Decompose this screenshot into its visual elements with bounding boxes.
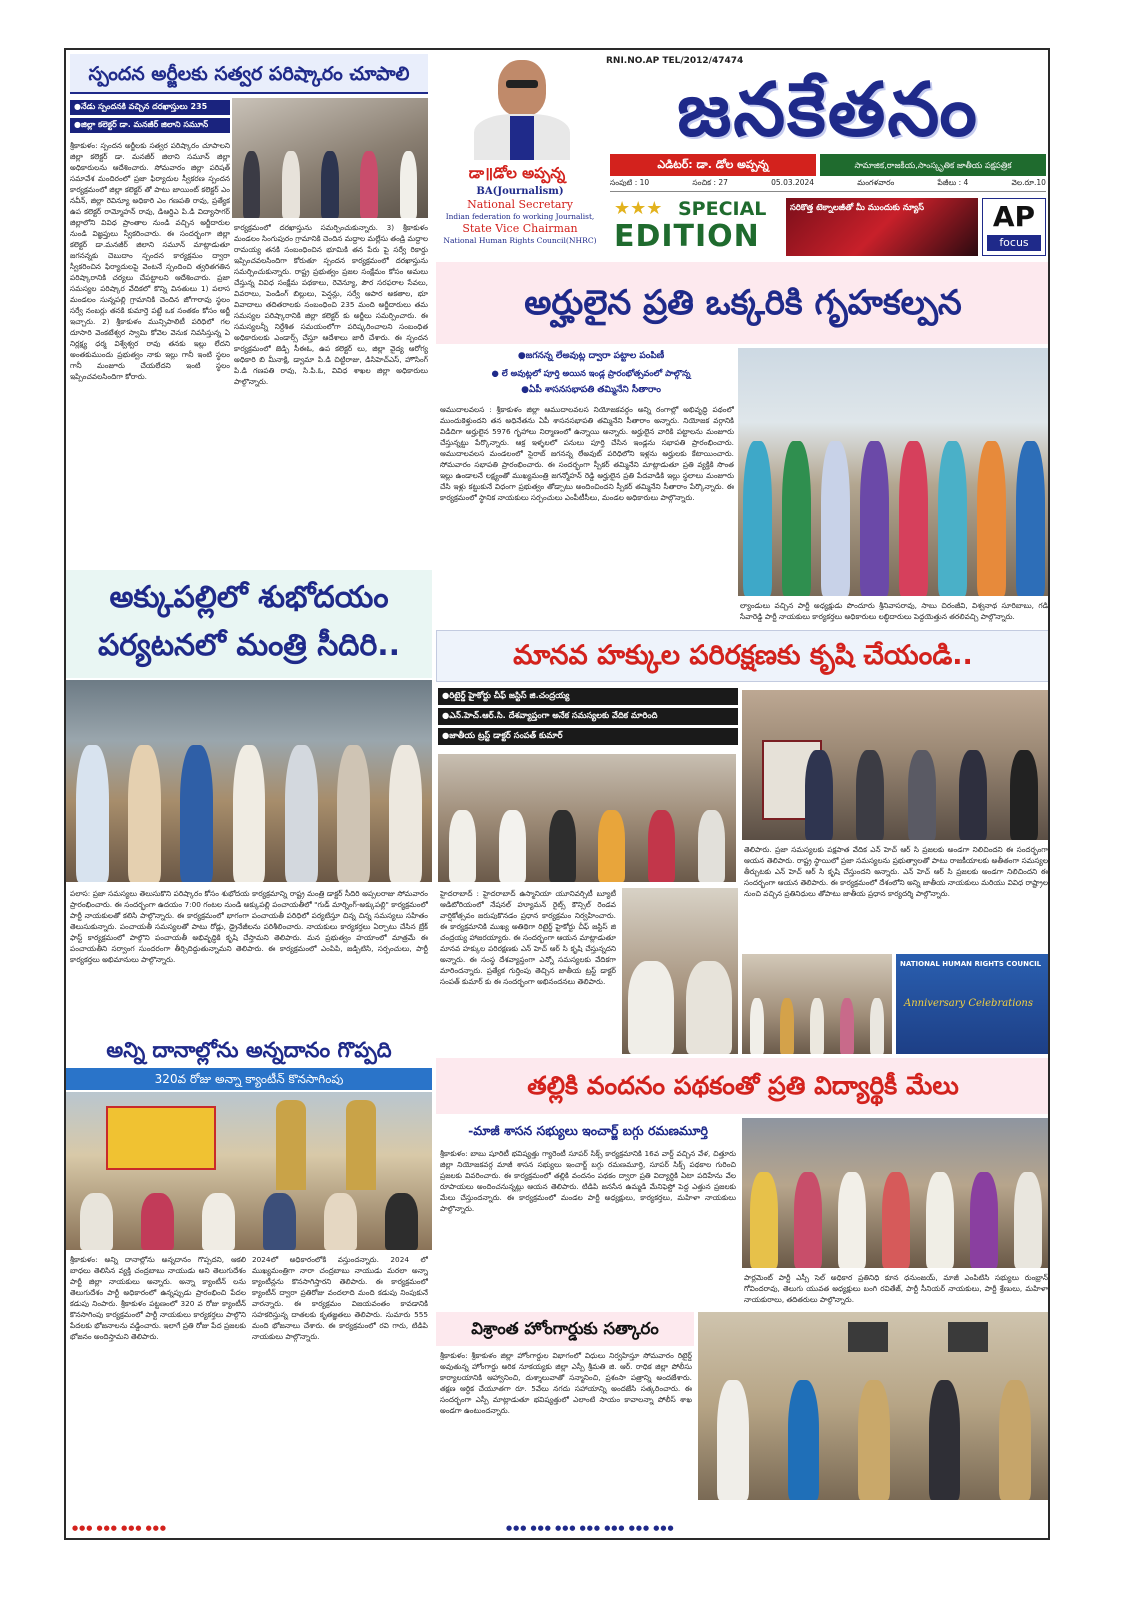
spandana-headline: స్పందన అర్జీలకు సత్వర పరిష్కారం చూపాలి — [88, 63, 410, 85]
news-ad-banner — [786, 198, 978, 256]
meta-day: మంగళవారం — [857, 178, 895, 187]
housing-caption: ల్యాండులు వచ్చిన పార్టీ అధ్యక్షుడు పొందూరు శ్రీనివాసరావు, సాబు చిరంజీవి, విశ్వనాథ సూరిబాబు, గడి సేవారెడ్డి పార్టీ నాయకులు కార్యకర్తలు అధికారులు లబ్ధిదారులు పెద్దయెత్తున తరలివచ్చి పాల్గొన్నారు. — [740, 601, 1048, 621]
homeguard-body: శ్రీకాకుళం: శ్రీకాకుళం జిల్లా హోంగార్డుల విభాగంలో విధులు నిర్వహిస్తూ సోమవారం రిటైర్డ్ అవుతున్న హోంగార్డు అరిక నూకయ్యకు జిల్లా ఎస్పీ శ్రీమతి జి. ఆర్. రాధిక జిల్లా పోలీసు కార్యాలయానికి ఆహ్వానించి, దుశ్శాలువాతో సన్మానించి, ప్రశంసా పత్రాన్ని అందజేశారు. తక్షణ ఆర్థిక చేయూతగా రూ. 5వేలు నగదు సహాయాన్ని అందజేసి సత్కరించారు. ఈ సందర్భంగా ఎస్పీ మాట్లాడుతూ భవిష్యత్తులో ఎలాంటి సాయం కావాలన్నా పోలీస్ శాఖ అండగా ఉంటుందన్నారు. — [440, 1351, 692, 1415]
credential-nhrc: National Human Rights Council(NHRC) — [443, 236, 597, 245]
annadanam-subhead: 320వ రోజు అన్నా క్యాంటీన్ కొనసాగింపు — [66, 1068, 432, 1090]
housing-photo — [738, 348, 1050, 596]
editor-name-tag: డా॥డోల అప్పన్న — [442, 162, 592, 184]
credential-secretary: National Secretary — [467, 198, 573, 211]
annadanam-headline: అన్ని దానాల్లోను అన్నదానం గొప్పది — [106, 1038, 392, 1062]
editor-bar: ఎడిటర్: డా. డోల అప్పన్న — [610, 154, 816, 176]
housing-headline: అర్హులైన ప్రతి ఒక్కరికి గృహకల్పన — [524, 283, 962, 323]
credential-federation: Indian federation fo working Journalist, — [445, 212, 595, 221]
newspaper-page — [64, 48, 1050, 1540]
homeguard-headline-bar — [436, 1312, 694, 1346]
thalliki-byline: -మాజీ శాసన సభ్యులు ఇంచార్జ్ బగ్గు రమణమూర్తి — [468, 1123, 708, 1138]
editor-credentials — [438, 186, 602, 258]
edition-line2: EDITION — [614, 219, 760, 254]
ap-focus-logo — [982, 198, 1046, 256]
spandana-bullet-1: ●నేడు స్పందనకి వచ్చిన దరఖాస్తులు 235 — [70, 100, 230, 115]
hr-banner-sub: Anniversary Celebrations — [904, 998, 1033, 1009]
ap-logo-sub: focus — [987, 235, 1041, 251]
meta-issue: సంచిక : 27 — [692, 178, 728, 187]
edition-stars: ★★★ — [614, 198, 663, 219]
thalliki-photo — [742, 1118, 1050, 1268]
housing-bullet-3: ●ఏపీ శాసనసభాపతి తమ్మినేని సీతారాం — [521, 385, 661, 395]
color-registration-dots-right: ●●● ●●● ●●● ●●● ●●● ●●● ●●● — [506, 1524, 675, 1532]
meta-price: వెల.రూ.10 — [1011, 178, 1046, 187]
meta-volume: సంపుటి : 10 — [610, 178, 650, 187]
human-rights-headline-bar — [436, 630, 1050, 682]
spandana-body-col1: శ్రీకాకుళం: స్పందన అర్జీలకు సత్వర పరిష్కారం చూపాలని జిల్లా కలెక్టర్ డా. మనజీర్ జిలాని సమూన్ జిల్లా అధికారులను ఆదేశించారు. సోమవారం జిల్లా పరిషత్ సమావేశ మందిరంలో ప్రజా ఫిర్యాదుల స్వీకరణ స్పందన కార్యక్రమంలో జిల్లా కలెక్టర్ తో పాటు జాయింట్ కలెక్టర్ ఎం నవీన్, జిల్లా రెవిన్యూ అధికారి ఎం గణపతి రావు, ప్రత్యేక ఉప కలెక్టర్ రామ్మోహన్ రావు, డిఆర్డిఎ పి.డి విద్యాసాగర్ జిల్లాలోని వివిధ ప్రాంతాల నుండి వచ్చిన అర్జీదారుల నుండి విజ్ఞప్తులు స్వీకరించారు. ఈ సందర్భంగా జిల్లా కలెక్టర్ డా.మనజీర్ జిలాని సమూన్ మాట్లాడుతూ జగనన్నకు చెబుదాం స్పందన కార్యక్రమం ద్వారా స్వీకరించిన ఫిర్యాదులపై వెంటనే స్పందించి త్వరితగతిన పరిష్కారానికి చర్యలు చేపట్టాలని ఆదేశించారు. ప్రజా సమస్యల పరిష్కార వేదికలో కొన్ని వినతులు 1) పలాస మండలం సున్నపల్లి గ్రామానికి చెందిన జోగారావు స్థలం సర్వే నంబర్లు తనకి కుమార్తె పట్టే ఒక సంతకం కోసం అర్జీ ఇచ్చారు. 2) శ్రీకాకుళం మున్సిపాలిటీ పరిధిలో గల దూసారి వెంకటేశ్వర స్వామి కోవెల వెనుక నివసిస్తున్న ఏ నిర్లక్ష్య ధర్మ విశ్వేశ్వర రావు తనకు ఇల్లు లేదని అంతకుముందు ప్రభుత్వం నాకు ఇల్లు గానీ ఇంటి స్థలం గానీ మంజూరు చేయలేదని ఇంటి స్థలం ఇప్పించవలసిందిగా కోరారు. — [70, 141, 230, 381]
housing-headline-bar — [436, 262, 1050, 344]
spandana-bullets — [70, 100, 230, 136]
hr-stage-photo — [742, 690, 1050, 840]
ap-logo-text: AP — [992, 200, 1036, 233]
tagline-bar: సామాజిక,రాజకీయ,సాంస్కృతిక జాతీయ పక్షపత్రిక — [820, 154, 1046, 176]
edition-line1: SPECIAL — [678, 198, 767, 220]
meta-date: 05.03.2024 — [771, 178, 815, 187]
spandana-body-col2: కార్యక్రమంలో దరఖాస్తును సమర్పించుకున్నారు. 3) శ్రీకాకుళం మండలం సింగుపురం గ్రామానికి చెందిన మద్దాల మల్లేసు తండ్రి మద్దాల రామయ్య తనకి సంబంధించిన భూమికి తన పేరు పై సర్వే రికార్డు ఇప్పించవలసిందిగా కోరుతూ స్పందన కార్యక్రమంలో దరఖాస్తును సమర్పించుకున్నారు. రాష్ట్ర ప్రభుత్వం ప్రజల సంక్షేమం కోసం అమలు చేస్తున్న వివిధ సంక్షేమ పథకాలు, రెవెన్యూ, పౌర సరఫరాల సేవలు, వివరాలు, పెండింగ్ బిల్లులు, పెన్షన్లు, సర్వే ఆపార అకతాల, భూ వివాదాలు తదితరాలకు సంబంధించి 235 మంది అర్జీదారులు తమ సమస్యల పరిష్కారానికి జిల్లా కలెక్టర్ కు అర్జీలు సమర్పించారు. ఈ సమస్యలన్నీ నిర్దేశిత సమయంలోగా పరిష్కరించాలని సంబంధిత అధికారులకు ఎండార్స్ చేస్తూ ఆదేశాలు జారీ చేశారు. ఈ స్పందన కార్యక్రమంలో జెడ్పి సీఈఓ, ఉప కలెక్టర్ లు, జిల్లా వైద్య ఆరోగ్య అధికారి బి మీనాక్షి, డ్వామా పి.డి చిట్టిరాజు, డిసిహెచ్ఎస్, హౌసింగ్ పి.డి గణపతి రావు, సి.పి.ఓ, వివిధ శాఖల జిల్లా అధికారులు పాల్గొన్నారు. — [234, 223, 428, 386]
annadanam-body-col2: 2024లో అధికారంలోకి వస్తుందన్నారు. 2024 లో ముఖ్యమంత్రిగా నారా చంద్రబాబు నాయుడు మరలా అన్నా క్యాంటీన్లను కొనసాగిస్తారని తెలిపారు. ఈ కార్యక్రమంలో క్యాంటీన్ ద్వారా ప్రతిరోజు వందలాది మంది కడుపు నింపుకునే వారన్నారు. ఈ కార్యక్రమం విజయవంతం కావడానికి సహకరిస్తున్న దాతలకు కృతజ్ఞతలు తెలిపారు. సుమారు 555 మంది భోజనాలు చేశారు. ఈ కార్యక్రమంలో రవి గారు, టిడిపి నాయకులు పాల్గొన్నారు. — [252, 1255, 428, 1341]
hr-small-photo-1 — [742, 954, 892, 1054]
issue-meta-row — [610, 178, 1046, 192]
hr-body-right: తెలిపారు. ప్రజా సమస్యలకు పక్షపాత వేదిక ఎన్ హెచ్ ఆర్ సి ప్రజలకు అండగా నిలిచిందని ఈ సందర్భంగా ఆయన తెలిపారు. రాష్ట్ర స్థాయిలో ప్రజా సమస్యలను ప్రభుత్వాలతో పాటు రాజకీయాలకు అతీతంగా సమస్యల తీర్చుటకు ఎన్ హెచ్ ఆర్ సి కృషి చేస్తుందని అన్నారు. ఎన్ హెచ్ ఆర్ సి ప్రజలకు అండగా నిలిచిందని ఈ సందర్భంగా ఆయన తెలిపారు. ఈ కార్యక్రమంలో దేశంలోని అన్ని జాతీయ నాయకులు మరియు వివిధ రాష్ట్రాల నుంచి వచ్చిన ప్రతినిధులు తోపాటు జాతీయ ప్రధాన కార్యదర్శి పాల్గొన్నారు. — [744, 845, 1048, 898]
thalliki-headline-bar — [436, 1058, 1050, 1114]
thalliki-body: శ్రీకాకుళం: బాబు షూరిటీ భవిష్యత్తు గ్యారెంటీ సూపర్ సిక్స్ కార్యక్రమానికి 16వ వార్డ్ వచ్చిన వేళ, చిత్తూరు జిల్లా నియోజకవర్గ మాజీ శాసన సభ్యులు ఇంచార్జ్ బగ్గు రమణమూర్తి, సూపర్ సిక్స్ పథకాల గురించి ప్రజలకు వివరించారు. ఈ కార్యక్రమంలో తల్లికి వందనం పథకం ద్వారా ప్రతి విద్యార్థికి ఏటా పదిహేను వేల రూపాయలు అందించనున్నట్లు ఆయన తెలిపారు. టిడిపి జనసేన ఉమ్మడి మేనిఫెస్టో పెద్ద ఎత్తున ప్రజలకు మేలు చేస్తుందన్నారు. ఈ కార్యక్రమంలో మండల పార్టీ అధ్యక్షులు, కార్యకర్తలు, మహిళా నాయకులు పాల్గొన్నారు. — [440, 1149, 736, 1213]
hr-bullet-3: ●జాతీయ ట్రస్ట్ డాక్టర్ సంపత్ కుమార్ — [438, 728, 738, 745]
homeguard-headline: విశ్రాంత హోంగార్డుకు సత్కారం — [471, 1319, 659, 1338]
spandana-headline-bar — [70, 54, 428, 94]
spandana-photo — [232, 98, 428, 218]
housing-bullet-2: ● లే అవుట్లలో పూర్తి అయిన ఇండ్ల ప్రారంభోత్సవంలో పాల్గొన్న — [491, 368, 691, 378]
akkupalli-headline-line1: అక్కుపల్లిలో శుభోదయం — [109, 580, 389, 615]
akkupalli-headline-line2: పర్యటనలో మంత్రి సీదిరి.. — [97, 628, 401, 663]
akkupalli-body: పలాస: ప్రజా సమస్యలు తెలుసుకొని పరిష్కారం కోసం శుభోదయ కార్యక్రమాన్ని రాష్ట్ర మంత్రి డాక్టర్ సీదిరి అప్పలరాజు సోమవారం ప్రారంభించారు. ఈ సందర్భంగా ఉదయం 7:00 గంటల నుండి అక్కుపల్లి పంచాయతీలో "గుడ్ మార్నింగ్-అక్కుపల్లి" కార్యక్రమంలో పార్టీ నాయకులతో కలిసి పాల్గొన్నారు. ఈ కార్యక్రమంలో భాగంగా పంచాయతీ పరిధిలో పర్యటిస్తూ చిన్న చిన్న సమస్యలు సహితం తెలుసుకున్నారు. పంచాయతీ సమస్యలతో పాటు రోడ్లు, డ్రైనేజీలను పరిశీలించారు. నాయకులు కార్యకర్తలు ఏర్పాటు చేసిన బ్రేక్ ఫాస్ట్ కార్యక్రమంలో పాల్గొని పంచాయతీ అభివృద్ధికి కృషి చేస్తామని తెలిపారు. మన ప్రభుత్వం హయాంలో మాత్రమే ఈ పంచాయతీని సర్వాంగ సుందరంగా తీర్చిదిద్దుతున్నామని తెలిపారు. ఈ కార్యక్రమంలో ఎంపిపి, జడ్పిటిసి, సర్పంచులు, పార్టీ కార్యకర్తలు అభిమానులు పాల్గొన్నారు. — [70, 889, 428, 964]
hr-audience-photo — [438, 754, 736, 882]
masthead-title: జనకేతనం — [677, 67, 979, 153]
housing-body: ఆముదాలవలస : శ్రీకాకుళం జిల్లా ఆముదాలవలస నియోజకవర్గం అన్ని రంగాల్లో అభివృద్ధి పథంలో ముందుకెళ్తుందని తన అధినేతను ఏపీ శాసనసభాపతి తమ్మినేని సీతారాం అన్నారు. నియోజక వర్గానికి విడిదిగా అర్హులైన 5976 గృహాలు నిర్మాణంలో ఉన్నాయి అన్నారు. అర్హులైన వారికి పట్టాలను మంజూరు చేస్తున్నట్టు పేర్కొన్నారు. ఆక్ర ఇళ్ళలలో పనులు పూర్తి చేసిన ఇండ్లను సభాపతి ప్రారంభించారు. ఆముదాలవలస మండలంలో సైరాబ్ జగనన్న లేఅవుట్ పరిధిలోని ఇళ్లను అర్హులకు కేటాయించారు. సోమవారం సభాపతి ప్రారంభించారు. ఈ సందర్భంగా స్పీకర్ తమ్మినేని మాట్లాడుతూ ప్రతి వ్యక్తికి సొంత ఇల్లు ఉండాలనే లక్ష్యంతో ముఖ్యమంత్రి జగన్మోహన్ రెడ్డి అర్హులైన ప్రతి పేదవాడికి ఇల్లు స్థలాలు మంజూరు చేసి ఇళ్లు కట్టుకునే విధంగా ప్రభుత్వం తోడ్పాటు అందించిందని స్పీకర్ తమ్మినేని సీతారాం పేర్కొన్నారు. ఈ కార్యక్రమంలో స్థానిక నాయకులు సర్పంచులు ఎంపీటీసీలు, మండల అధికారులు పాల్గొన్నారు. — [440, 405, 734, 502]
human-rights-bullets — [438, 688, 738, 748]
credential-vice-chairman: State Vice Chairman — [462, 222, 578, 235]
hr-banner-text: NATIONAL HUMAN RIGHTS COUNCIL — [900, 960, 1042, 968]
hr-group-photo — [622, 888, 738, 1054]
housing-bullets — [446, 348, 736, 400]
news-ad-text: సరికొత్త టెక్నాలజీతో మీ ముందుకు న్యూస్ — [790, 202, 925, 212]
akkupalli-headline-block — [66, 570, 432, 678]
rni-number: RNI.NO.AP TEL/2012/47474 — [606, 56, 744, 66]
housing-bullet-1: ●జగనన్న లేఅవుట్ల ద్వారా పట్టాల పంపిణీ — [517, 351, 665, 361]
credential-degree: BA(Journalism) — [476, 186, 564, 197]
annadanam-body-col1: శ్రీకాకుళం: అన్ని దానాల్లోను అన్నదానం గొప్పదని, ఆకలి బాధలు తెలిసిన వ్యక్తి చంద్రబాబు నాయుడు అని తెలుగుదేశం పార్టీ జిల్లా నాయకులు అన్నారు. అన్నా క్యాంటీన్ లను తెలుగుదేశం పార్టీ అధికారంలో ఉన్నప్పుడు ప్రారంభించి పేదల కడుపు నింపారు. శ్రీకాకుళం పట్టణంలో 320 వ రోజు క్యాంటీన్ కొనసాగింపు కార్యక్రమంలో పార్టీ నాయకులు కార్యకర్తలు పాల్గొని పేదలకు భోజనాలను వడ్డించారు. ఇలాగే ప్రతి రోజు పేద ప్రజలకు భోజనం అందిస్తామని తెలిపారు. — [70, 1255, 246, 1341]
masthead — [434, 50, 1050, 260]
hr-bullet-1: ●రిటైర్డ్ హైకోర్టు చీఫ్ జస్టిస్ జి.చంద్రయ్య — [438, 688, 738, 705]
homeguard-photo — [698, 1312, 1050, 1500]
thalliki-headline: తల్లికి వందనం పథకంతో ప్రతి విద్యార్థికీ మేలు — [527, 1071, 959, 1100]
annadanam-photo — [66, 1092, 432, 1250]
hr-banner-photo — [896, 954, 1050, 1054]
meta-pages: పేజీలు : 4 — [937, 178, 969, 187]
special-edition-badge — [614, 198, 780, 256]
color-registration-dots-left: ●●● ●●● ●●● ●●● — [72, 1524, 167, 1532]
spandana-bullet-2: ●జిల్లా కలెక్టర్ డా. మనజీర్ జిలాని సమూన్ — [70, 118, 230, 133]
editor-portrait — [450, 60, 594, 160]
akkupalli-photo — [66, 680, 432, 882]
hr-bullet-2: ●ఎన్.హెచ్.ఆర్.సి. దేశవ్యాప్తంగా అనేక సమస్యలకు వేదిక మారింది — [438, 708, 738, 725]
hr-body-left: హైదరాబాద్ : హైదరాబాద్ ఉస్మానియా యూనివర్సిటీ బ్యూటీ ఆడిటోరియంలో నేషనల్ హ్యూమన్ రైట్స్ కౌన్సిల్ రెండవ వార్షికోత్సవం జరుపుకొనడం ప్రధాన కార్యక్రమం నిర్వహించారు. ఈ కార్యక్రమానికి ముఖ్య అతిథిగా రిటైర్డ్ హైకోర్టు చీఫ్ జస్టిస్ జి చంద్రయ్య హాజరయ్యారు. ఈ సందర్భంగా ఆయన మాట్లాడుతూ మానవ హక్కుల పరిరక్షణకు ఎన్ హెచ్ ఆర్ సి కృషి చేస్తున్నదని అన్నారు. ఈ సంస్థ దేశవ్యాప్తంగా ఎన్నో సమస్యలకు వేదికగా మారిందన్నారు. ప్రత్యేక గుర్తింపు తెచ్చిన జాతీయ ట్రస్ట్ డాక్టర్ సంపత్ కుమార్ కు ఈ సందర్భంగా అభినందనలు తెలిపారు. — [440, 889, 616, 986]
thalliki-caption: పార్లమెంట్ పార్టీ ఎస్సీ సెల్ అధికార ప్రతినిధి కూన ధనుంజయ్, మాజీ ఎంపిటిసి సభ్యులు రుంభ్రాన్ గోవిందరావు, తెలుగు యువత అధ్యక్షులు బంగి రవితేజ్, పార్టీ సీనియర్ నాయకులు, పార్టీ శ్రేణులు, మహిళా నాయకురాలు, తదితరులు పాల్గొన్నారు. — [744, 1273, 1048, 1304]
human-rights-headline: మానవ హక్కుల పరిరక్షణకు కృషి చేయండి.. — [513, 640, 973, 671]
